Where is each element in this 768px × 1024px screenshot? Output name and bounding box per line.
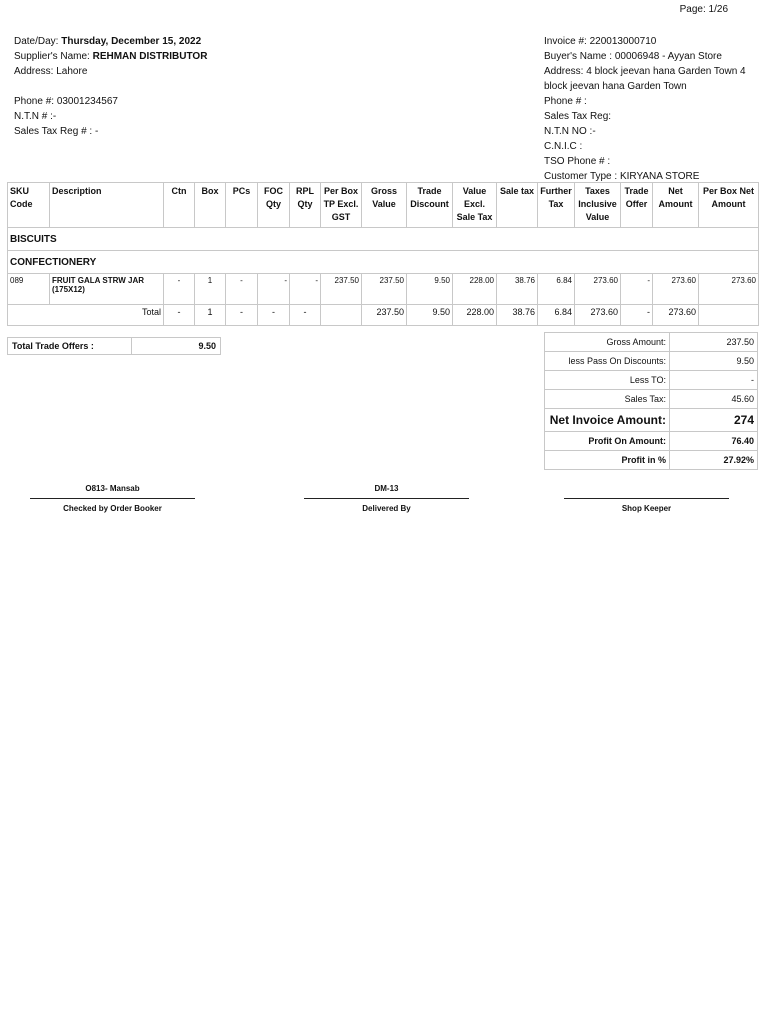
column-header: Box xyxy=(195,183,226,228)
buyer-info xyxy=(544,34,764,184)
summary-row xyxy=(545,333,758,352)
column-header: Net Amount xyxy=(653,183,699,228)
table-cell: 6.84 xyxy=(538,274,575,305)
summary-row xyxy=(545,352,758,371)
total-cell: 6.84 xyxy=(538,305,575,326)
column-header: Trade Discount xyxy=(407,183,453,228)
table-cell: - xyxy=(290,274,321,305)
buyer-address: Address: 4 block jeevan hana Garden Town 4 block jeevan hana Garden Town xyxy=(544,66,746,92)
buyer-name: Buyer's Name : 00006948 - Ayyan Store xyxy=(544,51,722,62)
signature-caption: Delivered By xyxy=(362,504,411,513)
date-line xyxy=(14,34,394,49)
buyer-ntn: N.T.N NO :- xyxy=(544,126,596,137)
page-number: Page: 1/26 xyxy=(679,4,728,15)
summary-label: Net Invoice Amount: xyxy=(545,409,670,432)
supplier-sales-tax-reg: Sales Tax Reg # : - xyxy=(14,126,99,137)
summary-label: Gross Amount: xyxy=(545,333,670,352)
invoice-summary xyxy=(544,332,758,470)
invoice-table xyxy=(7,182,759,326)
table-cell: - xyxy=(226,274,258,305)
summary-row xyxy=(545,390,758,409)
column-header: Per Box TP Excl. GST xyxy=(321,183,362,228)
total-label: Total xyxy=(8,305,164,326)
column-header: PCs xyxy=(226,183,258,228)
column-header: Description xyxy=(50,183,164,228)
item-description: FRUIT GALA STRW JAR (175X12) xyxy=(50,274,164,305)
tso-phone: TSO Phone # : xyxy=(544,156,611,167)
column-header: Sale tax xyxy=(497,183,538,228)
table-cell: 273.60 xyxy=(699,274,759,305)
signature-caption: Checked by Order Booker xyxy=(63,504,162,513)
column-header: Further Tax xyxy=(538,183,575,228)
invoice-number: Invoice #: 220013000710 xyxy=(544,36,657,47)
signature-shop-keeper xyxy=(564,484,729,513)
supplier-phone: Phone #: 03001234567 xyxy=(14,96,118,107)
column-header: Value Excl. Sale Tax xyxy=(453,183,497,228)
trade-offers-label: Total Trade Offers : xyxy=(8,338,132,355)
summary-value: 45.60 xyxy=(670,390,758,409)
summary-row xyxy=(545,451,758,470)
table-cell: 237.50 xyxy=(362,274,407,305)
total-cell: 273.60 xyxy=(653,305,699,326)
signature-name: DM-13 xyxy=(374,484,399,493)
total-cell: - xyxy=(290,305,321,326)
table-cell: - xyxy=(258,274,290,305)
supplier-address: Address: Lahore xyxy=(14,66,88,77)
column-header: FOC Qty xyxy=(258,183,290,228)
summary-label: less Pass On Discounts: xyxy=(545,352,670,371)
signature-caption: Shop Keeper xyxy=(621,504,672,513)
table-cell: 228.00 xyxy=(453,274,497,305)
total-cell: 273.60 xyxy=(575,305,621,326)
table-cell: 273.60 xyxy=(575,274,621,305)
signature-delivered-by xyxy=(304,484,469,513)
total-cell: - xyxy=(164,305,195,326)
net-invoice-row xyxy=(545,409,758,432)
total-cell xyxy=(321,305,362,326)
column-header: Taxes Inclusive Value xyxy=(575,183,621,228)
buyer-cnic: C.N.I.C : xyxy=(544,141,583,152)
summary-value: - xyxy=(670,371,758,390)
total-cell: 237.50 xyxy=(362,305,407,326)
column-header: RPL Qty xyxy=(290,183,321,228)
summary-value: 27.92% xyxy=(670,451,758,470)
trade-offers-box xyxy=(7,337,221,355)
summary-label: Less TO: xyxy=(545,371,670,390)
signature-line xyxy=(30,498,195,499)
summary-value: 237.50 xyxy=(670,333,758,352)
total-cell: 9.50 xyxy=(407,305,453,326)
total-cell: 1 xyxy=(195,305,226,326)
table-cell: 9.50 xyxy=(407,274,453,305)
column-header: Ctn xyxy=(164,183,195,228)
table-cell: 273.60 xyxy=(653,274,699,305)
category-row xyxy=(8,228,759,251)
signature-name xyxy=(564,484,729,496)
date-value: Thursday, December 15, 2022 xyxy=(61,36,202,47)
total-cell: 38.76 xyxy=(497,305,538,326)
summary-row xyxy=(545,432,758,451)
signature-line xyxy=(304,498,469,499)
category-row xyxy=(8,251,759,274)
summary-value: 76.40 xyxy=(670,432,758,451)
table-cell: 1 xyxy=(195,274,226,305)
table-cell: - xyxy=(621,274,653,305)
supplier-label: Supplier's Name: xyxy=(14,51,93,62)
table-cell: - xyxy=(164,274,195,305)
date-label: Date/Day: xyxy=(14,36,62,47)
table-cell: 237.50 xyxy=(321,274,362,305)
supplier-info xyxy=(14,34,394,139)
customer-type: Customer Type : KIRYANA STORE xyxy=(544,171,700,182)
supplier-ntn: N.T.N # :- xyxy=(14,111,57,122)
summary-value: 274 xyxy=(670,409,758,432)
summary-value: 9.50 xyxy=(670,352,758,371)
supplier-value: REHMAN DISTRIBUTOR xyxy=(92,51,208,62)
summary-row xyxy=(545,371,758,390)
table-header-row xyxy=(8,183,759,228)
column-header: Per Box Net Amount xyxy=(699,183,759,228)
sku-code: 089 xyxy=(8,274,50,305)
category-label: CONFECTIONERY xyxy=(8,251,759,274)
table-cell: 38.76 xyxy=(497,274,538,305)
column-header: Gross Value xyxy=(362,183,407,228)
signature-line xyxy=(564,498,729,499)
total-cell: - xyxy=(621,305,653,326)
supplier-line xyxy=(14,49,394,64)
buyer-sales-tax-reg: Sales Tax Reg: xyxy=(544,111,612,122)
column-header: Trade Offer xyxy=(621,183,653,228)
table-row xyxy=(8,274,759,305)
column-header: SKU Code xyxy=(8,183,50,228)
summary-label: Sales Tax: xyxy=(545,390,670,409)
signature-order-booker xyxy=(30,484,195,513)
total-row xyxy=(8,305,759,326)
buyer-phone: Phone # : xyxy=(544,96,587,107)
total-cell: - xyxy=(258,305,290,326)
total-cell xyxy=(699,305,759,326)
signature-name: O813- Mansab xyxy=(85,484,140,493)
total-cell: 228.00 xyxy=(453,305,497,326)
total-cell: - xyxy=(226,305,258,326)
summary-label: Profit in % xyxy=(545,451,670,470)
trade-offers-value: 9.50 xyxy=(132,338,221,355)
category-label: BISCUITS xyxy=(8,228,759,251)
summary-label: Profit On Amount: xyxy=(545,432,670,451)
